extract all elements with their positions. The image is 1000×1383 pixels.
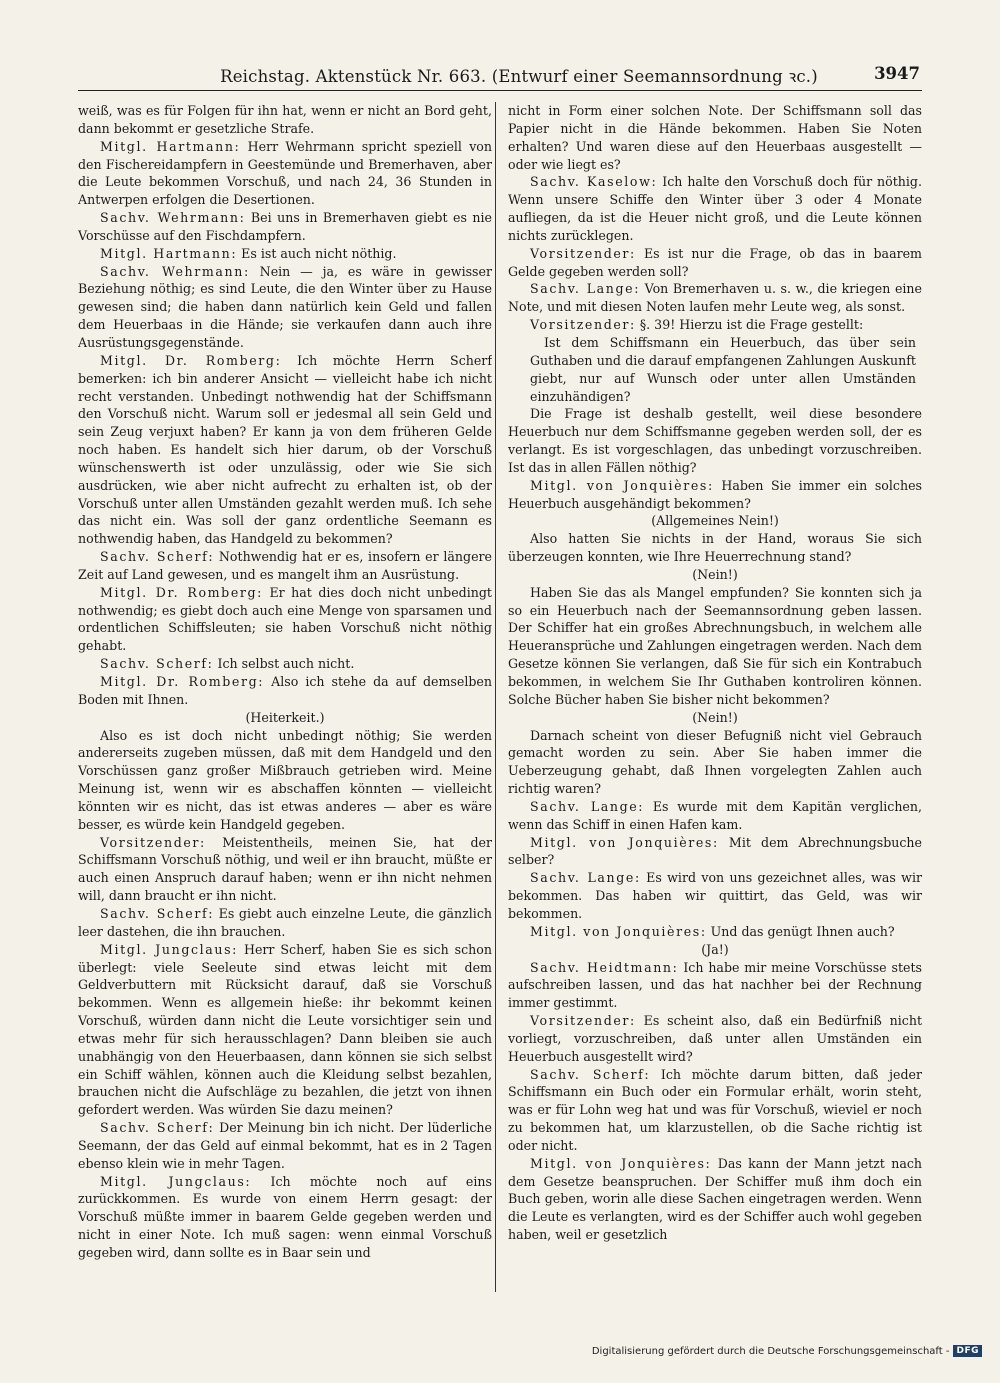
speaker-paragraph (508, 1155, 922, 1244)
paragraph-text: Ich selbst auch nicht. (213, 656, 355, 672)
speaker-paragraph (78, 138, 492, 209)
question-quote (530, 334, 916, 405)
paragraph-text: Ich möchte darum bitten, daß jeder Schiffsmann ein Buch oder ein Formular erhält, worin steht, was er für Lohn weg hat und was für Vorschuß, wieviel er noch zu bekommen hat, um klarzustellen, ob die Sache richtig ist oder nicht. (508, 1066, 922, 1153)
paragraph-text: Ist dem Schiffsmann ein Heuerbuch, das über sein Guthaben und die darauf empfangenen Zahlungen Auskunft giebt, nur auf Wunsch oder unter allen Umständen einzuhändigen? (530, 334, 916, 404)
running-title: Reichstag. Aktenstück Nr. 663. (Entwurf einer Seemannsordnung ꝛc.) (220, 67, 818, 86)
paragraph-text: (Allgemeines Nein!) (651, 513, 779, 529)
speaker-paragraph (78, 1173, 492, 1262)
speaker-paragraph (508, 959, 922, 1013)
paragraph-text: Also hatten Sie nichts in der Hand, woraus Sie sich überzeugen konnten, wie Ihre Heuerrechnung stand? (508, 531, 922, 565)
column-divider (495, 102, 496, 1292)
speaker-name: Sachv. Wehrmann: (100, 210, 246, 226)
speaker-name: Vorsitzender: (530, 245, 636, 261)
speaker-name: Sachv. Kaselow: (530, 174, 658, 190)
paragraph-text: Ich halte den Vorschuß doch für nöthig. Wenn unsere Schiffe den Winter über 3 oder 4 Monate aufliegen, da ist die Heuer nicht groß, und die Leute können nichts zurücklegen. (508, 174, 922, 243)
speaker-paragraph (78, 584, 492, 655)
paragraph-text: Mit dem Abrechnungsbuche selber? (508, 834, 922, 868)
speaker-paragraph (508, 245, 922, 281)
speaker-name: Mitgl. Hartmann: (100, 245, 238, 261)
paragraph-text: Es giebt auch einzelne Leute, die gänzlich leer dastehen, die ihn brauchen. (78, 905, 492, 939)
speaker-paragraph (78, 655, 492, 673)
paragraph-text: Es scheint also, daß ein Bedürfniß nicht vorliegt, vorzuschreiben, daß unter allen Umständen ein Heuerbuch ausgestellt wird? (508, 1013, 922, 1064)
left-column (78, 102, 492, 1297)
speaker-paragraph (78, 905, 492, 941)
speaker-paragraph (508, 173, 922, 244)
paragraph-text: (Nein!) (692, 566, 738, 582)
paragraph-text: Herr Wehrmann spricht speziell von den Fischereidampfern in Geestemünde und Bremerhaven, aber die Leute bekommen Vorschuß, und nach 24, 36 Stunden in Antwerpen erfolgen die Desertionen. (78, 138, 492, 208)
right-column (508, 102, 922, 1297)
paragraph-text: Von Bremerhaven u. s. w., die kriegen eine Note, und mit diesen Noten laufen mehr Leute weg, als sonst. (508, 281, 922, 315)
paragraph-text: Ich möchte Herrn Scherf bemerken: ich bin anderer Ansicht — vielleicht habe ich nicht recht verstanden. Unbedingt nothwendig hat der Schiffsmann den Vorschuß nicht. Warum soll er jedesmal all sein Geld und sein Zeug verjuxt haben? Er kann ja von dem früheren Gelde noch haben. Es handelt sich hier darum, ob der Vorschuß wünschenswerth ist oder unzulässig, oder wie Sie sich ausdrücken, wie aber nicht aufrecht zu erhalten ist, ob der Vorschuß unter allen Umständen gezahlt werden muß. Ich sehe das nicht ein. Was soll der ganz ordentliche Seemann es nothwendig haben, das Handgeld zu bekommen? (78, 352, 492, 547)
paragraph-text: Bei uns in Bremerhaven giebt es nie Vorschüsse auf den Fischdampfern. (78, 210, 492, 243)
speaker-paragraph (78, 209, 492, 245)
speaker-paragraph (508, 834, 922, 870)
paragraph-text: Es ist auch nicht nöthig. (237, 245, 397, 261)
paragraph-text: Es wird von uns gezeichnet alles, was wir bekommen. Das haben wir quittirt, das Geld, was wir bekommen. (508, 870, 922, 921)
speaker-name: Mitgl. Dr. Romberg: (100, 674, 265, 689)
speaker-paragraph (78, 941, 492, 1119)
speaker-name: Mitgl. Jungclaus: (100, 941, 238, 957)
interjection (508, 566, 922, 584)
dfg-logo: DFG (953, 1345, 982, 1357)
paragraph-text: Also es ist doch nicht unbedingt nöthig; Sie werden andererseits zugeben müssen, daß mit dem Handgeld und den Vorschüssen ganz großer Mißbrauch getrieben wird. Meine Meinung ist, wenn wir es abschaffen könnten — vielleicht könnten wir es nicht, das ist etwas anderes — aber es wäre besser, es würde kein Handgeld gegeben. (78, 727, 492, 832)
speaker-paragraph (508, 798, 922, 834)
paragraph-text: nicht in Form einer solchen Note. Der Schiffsmann soll das Papier nicht in die Hände bekommen. Haben Sie Noten erhalten? Und waren diese auf den Heuerbaas ausgestellt — oder wie liegt es? (508, 103, 922, 172)
speaker-name: Mitgl. von Jonquières: (530, 834, 719, 850)
text-paragraph (78, 727, 492, 834)
speaker-paragraph (508, 869, 922, 923)
speaker-name: Sachv. Scherf: (100, 1120, 215, 1136)
speaker-name: Sachv. Lange: (530, 281, 641, 297)
text-paragraph (508, 584, 922, 709)
speaker-paragraph (508, 1066, 922, 1155)
paragraph-text: Nothwendig hat er es, insofern er längere Zeit auf Land gewesen, und es mangelt ihm an Ausrüstung. (78, 549, 492, 582)
speaker-name: Mitgl. von Jonquières: (530, 923, 707, 939)
running-header (78, 58, 922, 91)
speaker-paragraph (508, 477, 922, 513)
speaker-name: Mitgl. Jungclaus: (100, 1173, 252, 1189)
speaker-name: Sachv. Heidtmann: (530, 959, 679, 975)
paragraph-text: Herr Scherf, haben Sie es sich schon überlegt: viele Seeleute sind etwas leicht mit dem Geldverbuttern mit Rücksicht darauf, daß sie Vorschuß bekommen. Wenn es allgemein hieße: ihr bekommt keinen Vorschuß, würden dann nicht die Leute vorsichtiger sein und etwas mehr für sich herausschlagen? Dann bleiben sie auch unabhängig von den Heuerbaasen, dann können sie sich selbst ein Schiff wählen, können auch die Kleidung selbst bezahlen, brauchen nicht die Aufschläge zu bezahlen, die jetzt von ihnen gefordert werden. Was würden Sie dazu meinen? (78, 941, 492, 1118)
paragraph-text: Es wurde mit dem Kapitän verglichen, wenn das Schiff in einen Hafen kam. (508, 798, 922, 832)
funding-text: Digitalisierung gefördert durch die Deutsche Forschungsgemeinschaft - (591, 1345, 950, 1357)
speaker-name: Vorsitzender: (100, 834, 206, 850)
speaker-name: Sachv. Wehrmann: (100, 263, 250, 279)
paragraph-text: (Ja!) (701, 941, 729, 957)
speaker-name: Sachv. Scherf: (100, 905, 215, 921)
paragraph-text: §. 39! Hierzu ist die Frage gestellt: (635, 317, 864, 333)
speaker-name: Sachv. Lange: (530, 798, 645, 814)
paragraph-text: Ich habe mir meine Vorschüsse stets aufschreiben lassen, und das hat nachher bei der Rechnung immer gestimmt. (508, 959, 922, 1011)
paragraph-text: Die Frage ist deshalb gestellt, weil diese besondere Heuerbuch nur dem Schiffsmanne gegeben werden soll, der es verlangt. Es ist vorgeschlagen, das unbedingt vorzuschreiben. Ist das in allen Fällen nöthig? (508, 406, 922, 475)
paragraph-text: Der Meinung bin ich nicht. Der lüderliche Seemann, der das Geld auf einmal bekommt, hat es in 2 Tagen ebenso klein wie in mehr Tagen. (78, 1120, 492, 1171)
paragraph-text: (Nein!) (692, 709, 738, 725)
speaker-name: Vorsitzender: (530, 317, 636, 333)
paragraph-text: Das kann der Mann jetzt nach dem Gesetze beanspruchen. Der Schiffer muß ihm doch ein Buch geben, worin alle diese Sachen eingetragen werden. Wenn die Leute es verlangten, wird es der Schiffer auch wohl gegeben haben, weil er gesetzlich (508, 1155, 922, 1243)
speaker-paragraph (508, 316, 922, 334)
speaker-paragraph (508, 280, 922, 316)
speaker-name: Mitgl. Dr. Romberg: (100, 352, 282, 368)
speaker-paragraph (78, 352, 492, 548)
paragraph-text: Haben Sie immer ein solches Heuerbuch ausgehändigt bekommen? (508, 477, 922, 511)
speaker-paragraph (78, 548, 492, 584)
speaker-name: Sachv. Scherf: (100, 656, 214, 672)
paragraph-text: (Heiterkeit.) (245, 709, 325, 725)
funding-note (592, 1345, 982, 1357)
paragraph-text: Darnach scheint von dieser Befugniß nicht viel Gebrauch gemacht worden zu sein. Aber Sie haben immer die Ueberzeugung gehabt, daß Ihnen vorgelegten Zahlen auch richtig waren? (508, 727, 922, 797)
speaker-paragraph (78, 1119, 492, 1173)
interjection (508, 941, 922, 959)
paragraph-text: Er hat dies doch nicht unbedingt nothwendig; es giebt doch auch eine Menge von sparsamen und ordentlichen Schiffsleuten; sie haben Vorschuß nicht nöthig gehabt. (78, 584, 492, 654)
speaker-name: Vorsitzender: (530, 1013, 636, 1029)
paragraph-text: Ich möchte noch auf eins zurückkommen. Es wurde von einem Herrn gesagt: der Vorschuß müßte immer in baarem Gelde gegeben werden und nicht in einer Note. Ich muß sagen: wenn einmal Vorschuß gegeben wird, dann sollte es in Baar sein und (78, 1173, 492, 1260)
interjection (508, 709, 922, 727)
speaker-name: Mitgl. Dr. Romberg: (100, 584, 264, 600)
interjection (78, 709, 492, 727)
page-number: 3947 (874, 64, 920, 83)
speaker-paragraph (78, 673, 492, 709)
paragraph-text: weiß, was es für Folgen für ihn hat, wenn er nicht an Bord geht, dann bekommt er gesetzliche Strafe. (78, 103, 492, 136)
speaker-paragraph (508, 1012, 922, 1066)
speaker-name: Mitgl. Hartmann: (100, 138, 241, 154)
text-paragraph (508, 405, 922, 476)
speaker-paragraph (508, 923, 922, 941)
paragraph-text: Haben Sie das als Mangel empfunden? Sie konnten sich ja so ein Heuerbuch nach der Seemannsordnung geben lassen. Der Schiffer hat ein großes Abrechnungsbuch, in welchem alle Heueransprüche und Zahlungen eingetragen werden. Nach dem Gesetze können Sie verlangen, daß Sie für sich ein Kontrabuch bekommen, in welchem Sie Ihr Guthaben kontroliren können. Solche Bücher haben Sie bisher nicht bekommen? (508, 584, 922, 707)
text-paragraph (508, 102, 922, 173)
speaker-name: Mitgl. von Jonquières: (530, 1155, 712, 1171)
interjection (508, 512, 922, 530)
paragraph-text: Und das genügt Ihnen auch? (706, 923, 895, 939)
speaker-paragraph (78, 263, 492, 352)
speaker-name: Sachv. Scherf: (530, 1066, 651, 1082)
speaker-name: Mitgl. von Jonquières: (530, 477, 714, 493)
paragraph-text: Es ist nur die Frage, ob das in baarem Gelde gegeben werden soll? (508, 245, 922, 279)
speaker-name: Sachv. Lange: (530, 870, 641, 886)
text-paragraph (508, 727, 922, 798)
paragraph-text: Meistentheils, meinen Sie, hat der Schiffsmann Vorschuß nöthig, und weil er ihn braucht, müßte er auch einen Anspruch darauf haben; wenn er ihn nicht nehmen will, dann braucht er ihn nicht. (78, 834, 492, 904)
text-paragraph (508, 530, 922, 566)
speaker-paragraph (78, 245, 492, 263)
paragraph-text: Also ich stehe da auf demselben Boden mit Ihnen. (78, 674, 492, 707)
text-paragraph (78, 102, 492, 138)
speaker-paragraph (78, 834, 492, 905)
speaker-name: Sachv. Scherf: (100, 549, 215, 565)
paragraph-text: Nein — ja, es wäre in gewisser Beziehung nöthig; es sind Leute, die den Winter über zu Hause gewesen sind; die haben dann natürlich kein Geld und fallen dem Heuerbaas in die Hände; sie verkaufen dann auch ihre Ausrüstungsgegenstände. (78, 263, 492, 350)
